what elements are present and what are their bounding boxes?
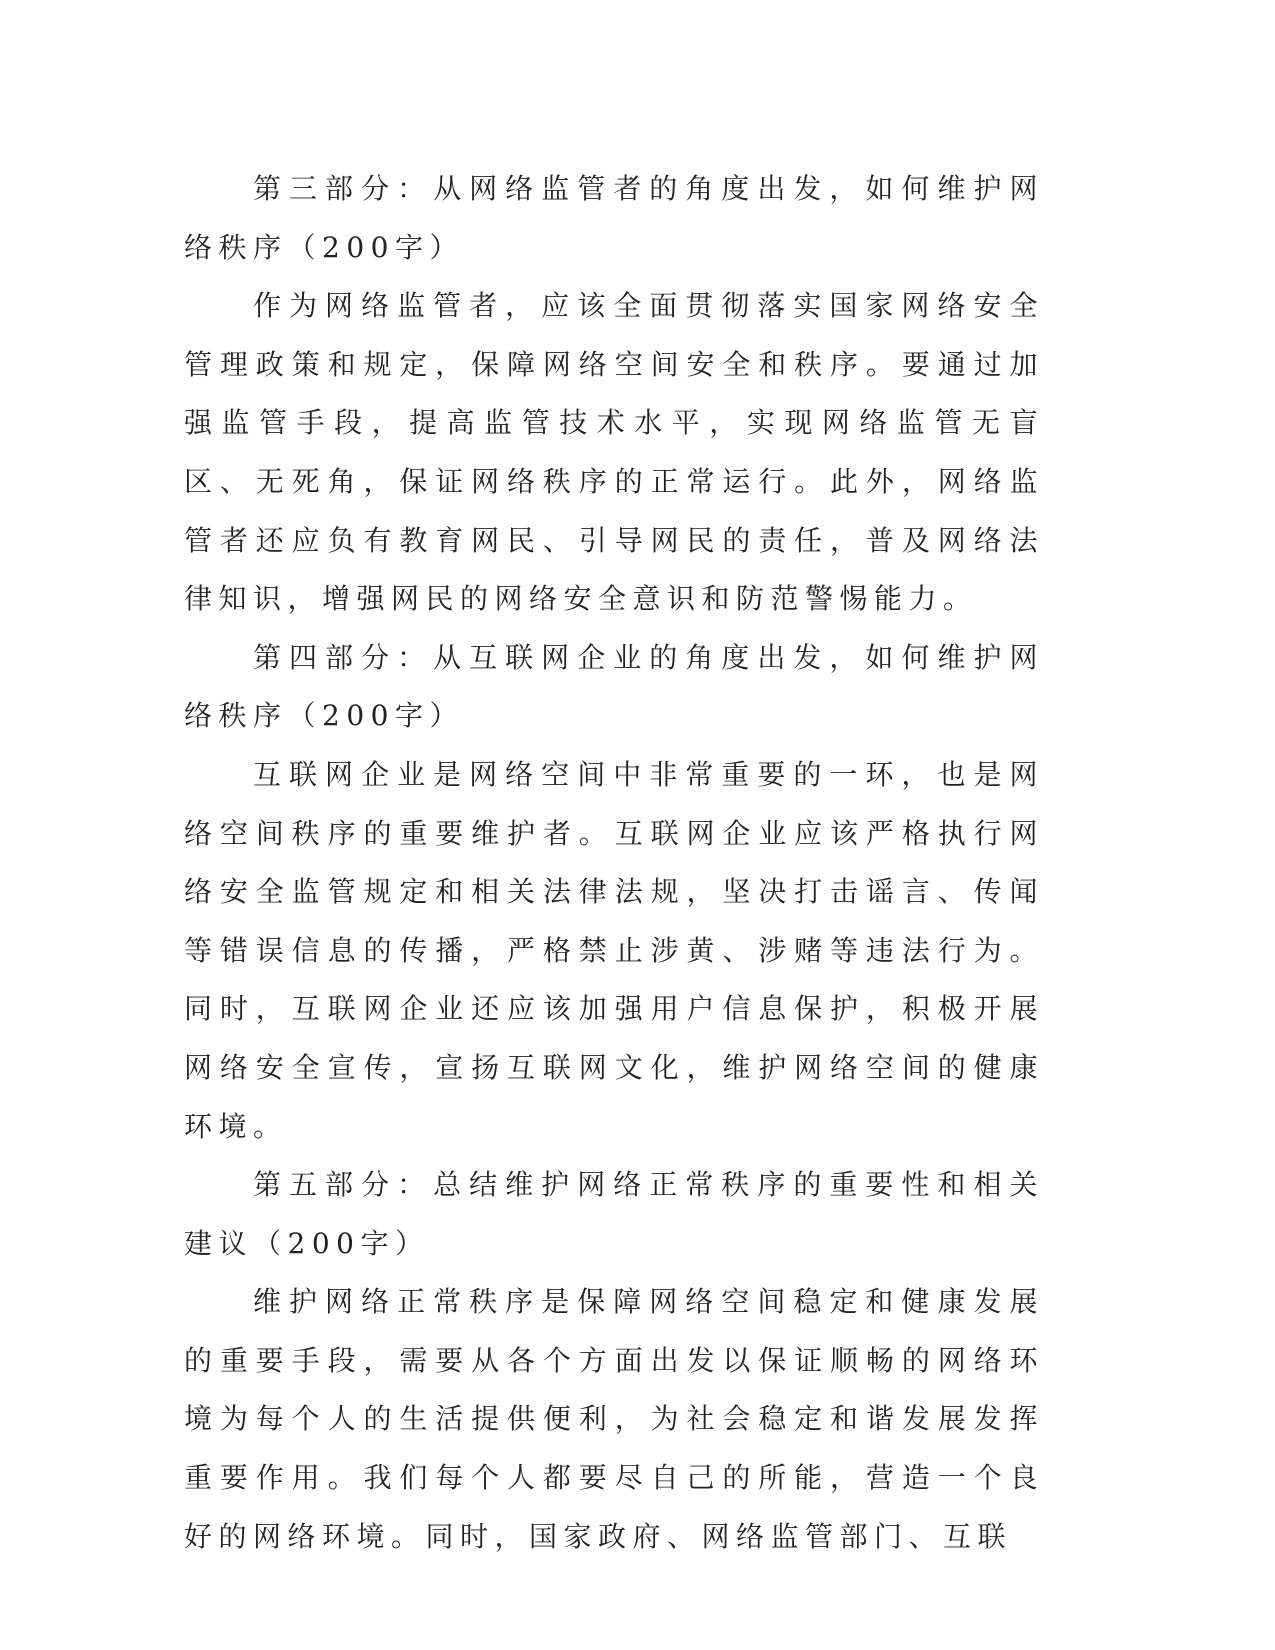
section-heading-part-five: 第五部分：总结维护网络正常秩序的重要性和相关建议（200字） <box>184 1168 1044 1260</box>
section-heading-part-three: 第三部分：从网络监管者的角度出发，如何维护网络秩序（200字） <box>184 172 1044 264</box>
section-heading-part-four: 第四部分：从互联网企业的角度出发，如何维护网络秩序（200字） <box>184 640 1044 733</box>
paragraph-summary: 维护网络正常秩序是保障网络空间稳定和健康发展的重要手段，需要从各个方面出发以保证顺畅的网络环境为每个人的生活提供便利，为社会稳定和谐发展发挥重要作用。我们每个人都要尽自己的所能，营造一个良好的网络环境。同时，国家政府、网络监管部门、互联 <box>184 1285 1044 1553</box>
paragraph-internet-companies: 互联网企业是网络空间中非常重要的一环，也是网络空间秩序的重要维护者。互联网企业应该严格执行网络安全监管规定和相关法律法规，坚决打击谣言、传闻等错误信息的传播，严格禁止涉黄、涉赌等违法行为。同时，互联网企业还应该加强用户信息保护，积极开展网络安全宣传，宣扬互联网文化，维护网络空间的健康环境。 <box>184 757 1044 1143</box>
document-body <box>184 160 1044 1566</box>
paragraph-regulators: 作为网络监管者，应该全面贯彻落实国家网络安全管理政策和规定，保障网络空间安全和秩序。要通过加强监管手段，提高监管技术水平，实现网络监管无盲区、无死角，保证网络秩序的正常运行。此外，网络监管者还应负有教育网民、引导网民的责任，普及网络法律知识，增强网民的网络安全意识和防范警惕能力。 <box>184 289 1044 616</box>
